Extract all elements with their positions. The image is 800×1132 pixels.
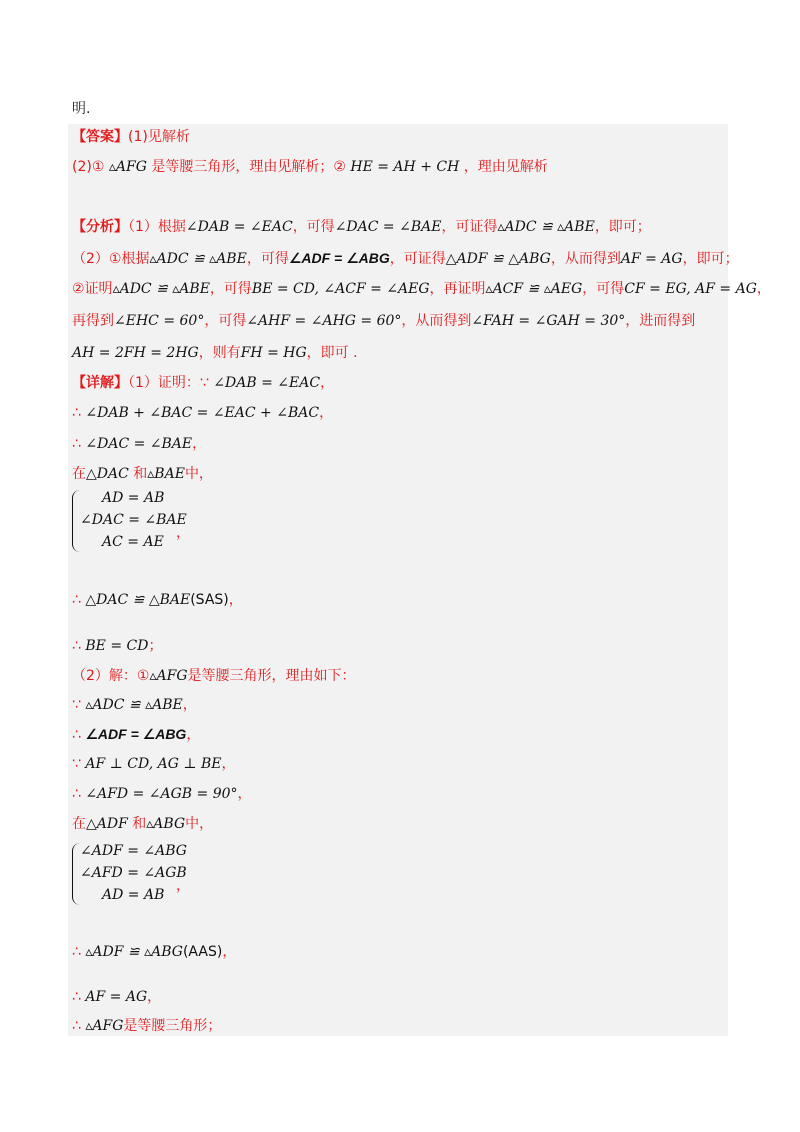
comma: ，: [192, 436, 207, 452]
detail-line-9: [72, 724, 200, 745]
analysis-text: ，可得: [582, 281, 625, 297]
analysis-math: FH = HG: [240, 345, 307, 361]
analysis-math: AH = 2FH = 2HG: [72, 345, 199, 361]
detail-line-6: [72, 636, 162, 656]
therefore-symbol: ∴: [72, 944, 81, 960]
detail-math: BE = CD: [85, 638, 149, 654]
detail-text: （2）解：①: [72, 668, 150, 684]
detail-math: ∠ADF = ∠ABG: [85, 726, 187, 742]
answer-part-2-tail: ，理由见解析: [463, 159, 548, 175]
equation-system-1: [72, 490, 252, 554]
system-row: AD = AB: [102, 490, 165, 506]
analysis-text: ，再证明: [429, 281, 486, 297]
comma: ，: [320, 375, 335, 391]
detail-text: 和: [132, 816, 147, 832]
triangle-afg: ▵AFG: [85, 1018, 124, 1034]
comma: ，: [182, 697, 197, 713]
comma: ，: [221, 756, 236, 772]
comma: ，: [176, 525, 190, 541]
answer-part-1: (1)见解析: [128, 129, 190, 145]
analysis-line-2: [72, 248, 739, 269]
because-symbol: ∵: [72, 756, 81, 772]
detail-line-13: [72, 942, 236, 962]
analysis-math: ▵ACF ≌ ▵AEG: [485, 281, 583, 297]
detail-line-3: [72, 434, 206, 454]
therefore-symbol: ∴: [72, 405, 81, 421]
detail-text: 在: [72, 816, 86, 832]
triangle-adf: △ADF: [86, 816, 128, 832]
answer-label: 【答案】: [72, 129, 128, 145]
analysis-text: ，可得: [204, 313, 247, 329]
analysis-text: ，即可；: [682, 251, 739, 267]
detail-line-7: [72, 666, 356, 686]
triangle-abg: ▵ABG: [146, 816, 186, 832]
detail-text: 在: [72, 466, 86, 482]
comma: ，: [147, 989, 162, 1005]
comma: ，: [222, 944, 237, 960]
analysis-text: （2）①根据: [72, 251, 150, 267]
answer-part-2-prefix: (2)①: [72, 159, 105, 175]
analysis-text: 再得到: [72, 313, 114, 329]
detail-math: ∠DAC = ∠BAE: [85, 436, 193, 452]
detail-text: 是等腰三角形；: [123, 1018, 222, 1034]
answer-part-2-text: 是等腰三角形，理由见解析；②: [151, 159, 346, 175]
analysis-text: ，则有: [198, 345, 241, 361]
detail-math: △DAC ≌ △BAE: [85, 592, 191, 608]
analysis-text: ②证明: [72, 281, 113, 297]
analysis-text: ，可得: [209, 281, 252, 297]
analysis-line-4: [72, 311, 695, 331]
therefore-symbol: ∴: [72, 786, 81, 802]
system-row: AD = AB: [102, 887, 165, 903]
detail-text: 和: [133, 466, 148, 482]
detail-math: AF = AG: [85, 989, 148, 1005]
detail-text: （1）证明：: [128, 375, 200, 391]
detail-line-12: [72, 814, 213, 834]
system-row: ∠ADF = ∠ABG: [80, 843, 187, 859]
therefore-symbol: ∴: [72, 989, 81, 1005]
analysis-line-3: [72, 279, 771, 299]
detail-line-15: [72, 1016, 221, 1036]
detail-line-5: [72, 590, 243, 610]
analysis-text: （1）根据: [128, 219, 186, 235]
analysis-text: ，可证得: [389, 251, 446, 267]
analysis-math: △ADF ≌ △ABG: [445, 251, 551, 267]
detail-math: ∠DAB + ∠BAC = ∠EAC + ∠BAC: [85, 405, 320, 421]
comma: ，: [237, 786, 252, 802]
comma: ，: [176, 878, 190, 894]
answer-line-1: [72, 127, 190, 147]
detail-text: 中，: [185, 816, 214, 832]
detail-label: 【详解】: [72, 375, 128, 391]
detail-math: AF ⊥ CD, AG ⊥ BE: [85, 756, 222, 772]
analysis-text: ，可证得: [441, 219, 498, 235]
answer-equation: HE = AH + CH: [350, 159, 460, 175]
triangle-dac: △DAC: [86, 466, 129, 482]
analysis-label: 【分析】: [72, 219, 128, 235]
analysis-line-1: [72, 217, 651, 237]
detail-line-11: [72, 784, 252, 804]
therefore-symbol: ∴: [72, 592, 81, 608]
comma: ，: [319, 405, 334, 421]
detail-line-14: [72, 987, 161, 1007]
analysis-math: ∠FAH = ∠GAH = 30°: [471, 313, 626, 329]
analysis-math: ▵ADC ≌ ▵ABE: [497, 219, 595, 235]
analysis-math: ∠AHF = ∠AHG = 60°: [246, 313, 402, 329]
detail-line-10: [72, 754, 235, 774]
top-text: 明.: [72, 101, 91, 117]
semicolon: ；: [148, 638, 163, 654]
detail-math: ▵ADC ≌ ▵ABE: [85, 697, 183, 713]
analysis-math: ∠DAB = ∠EAC: [185, 219, 293, 235]
answer-line-2: [72, 157, 548, 177]
analysis-math: ∠ADF = ∠ABG: [288, 250, 390, 266]
triangle-bae: ▵BAE: [147, 466, 185, 482]
analysis-math: ∠DAC = ∠BAE: [334, 219, 442, 235]
detail-text: 中，: [184, 466, 213, 482]
analysis-text: ，: [756, 281, 771, 297]
analysis-math: AF = AG: [620, 251, 683, 267]
analysis-math: BE = CD, ∠ACF = ∠AEG: [251, 281, 430, 297]
analysis-text: ，即可；: [594, 219, 651, 235]
therefore-symbol: ∴: [72, 638, 81, 654]
detail-line-4: [72, 464, 213, 484]
because-symbol: ∵: [199, 375, 209, 391]
equation-system-2: [72, 843, 252, 907]
triangle-afg: ▵AFG: [149, 668, 188, 684]
congruence-reason: (SAS): [190, 592, 229, 608]
analysis-line-5: [72, 343, 358, 363]
detail-line-8: [72, 695, 197, 715]
therefore-symbol: ∴: [72, 436, 81, 452]
analysis-text: ，从而得到: [401, 313, 472, 329]
detail-line-2: [72, 403, 333, 423]
detail-math: ∠AFD = ∠AGB = 90°: [85, 786, 238, 802]
congruence-reason: (AAS): [182, 944, 223, 960]
detail-math: ∠DAB = ∠EAC: [213, 375, 321, 391]
analysis-text: ，从而得到: [550, 251, 621, 267]
system-row: AC = AE: [102, 534, 164, 550]
therefore-symbol: ∴: [72, 727, 81, 743]
system-row: ∠AFD = ∠AGB: [80, 865, 187, 881]
analysis-text: ，可得: [246, 251, 289, 267]
analysis-math: ∠EHC = 60°: [114, 313, 205, 329]
analysis-text: ，进而得到: [625, 313, 696, 329]
detail-text: 是等腰三角形，理由如下：: [187, 668, 356, 684]
detail-math: ▵ADF ≌ ▵ABG: [85, 944, 183, 960]
comma: ，: [186, 727, 201, 743]
analysis-math: ▵ADC ≌ ▵ABE: [112, 281, 210, 297]
triangle-afg: ▵AFG: [108, 159, 147, 175]
analysis-text: ，即可 .: [306, 345, 358, 361]
analysis-text: ，可得: [292, 219, 335, 235]
comma: ，: [228, 592, 243, 608]
analysis-math: ▵ADC ≌ ▵ABE: [149, 251, 247, 267]
therefore-symbol: ∴: [72, 1018, 81, 1034]
detail-line-1: [72, 373, 334, 393]
system-row: ∠DAC = ∠BAE: [80, 512, 187, 528]
analysis-math: CF = EG, AF = AG: [624, 281, 757, 297]
because-symbol: ∵: [72, 697, 81, 713]
